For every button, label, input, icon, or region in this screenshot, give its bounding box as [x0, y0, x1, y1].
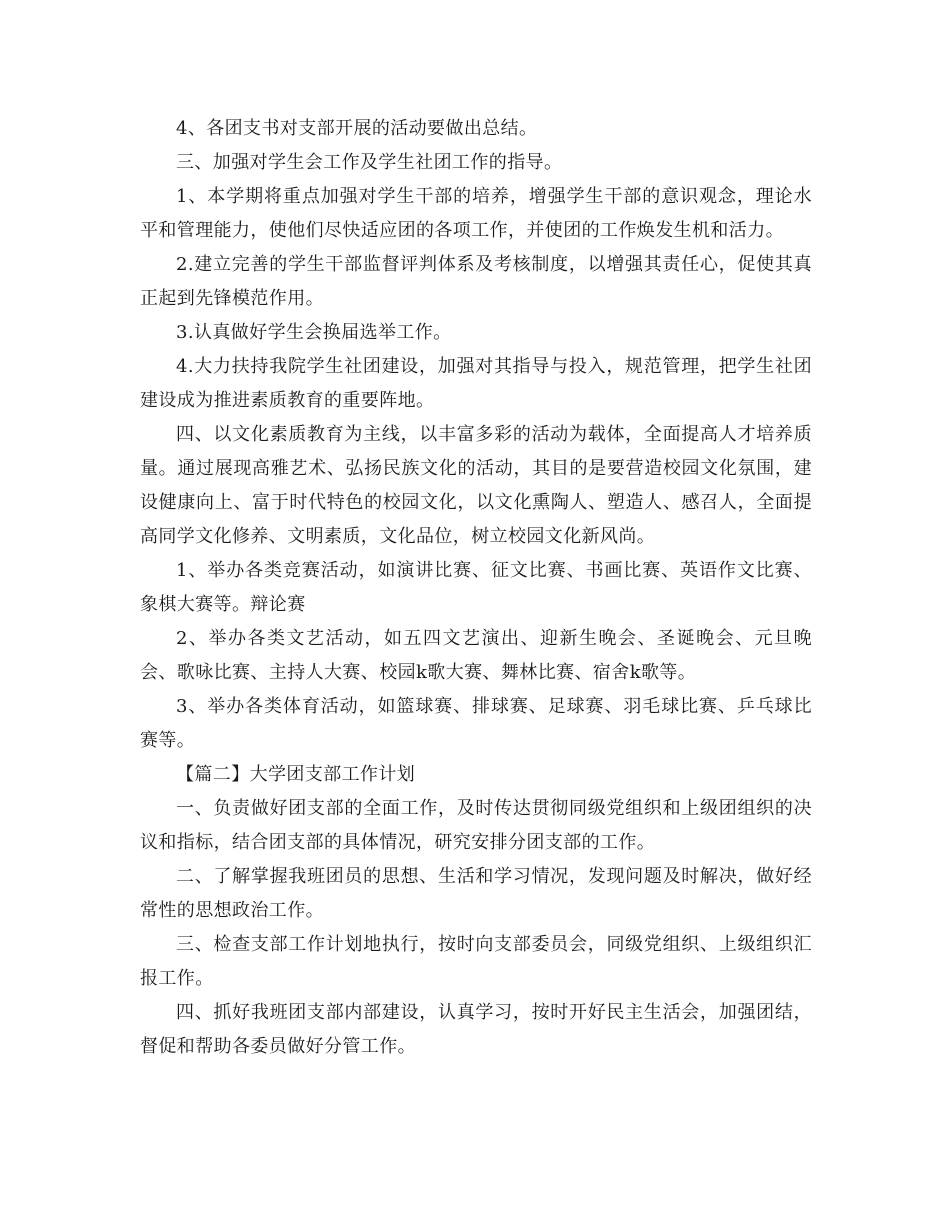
- paragraph: 二、了解掌握我班团员的思想、生活和学习情况，发现问题及时解决，做好经常性的思想政治工作。: [140, 866, 812, 921]
- paragraph: 四、以文化素质教育为主线，以丰富多彩的活动为载体，全面提高人才培养质量。通过展现高雅艺术、弘扬民族文化的活动，其目的是要营造校园文化氛围，建设健康向上、富于时代特色的校园文化，以文化熏陶人、塑造人、感召人，全面提高同学文化修养、文明素质，文化品位，树立校园文化新风尚。: [140, 424, 812, 547]
- paragraph: 2、举办各类文艺活动，如五四文艺演出、迎新生晚会、圣诞晚会、元旦晚会、歌咏比赛、主持人大赛、校园k歌大赛、舞林比赛、宿舍k歌等。: [140, 628, 812, 683]
- section-heading: 三、加强对学生会工作及学生社团工作的指导。: [176, 152, 563, 173]
- paragraph: 三、检查支部工作计划地执行，按时向支部委员会，同级党组织、上级组织汇报工作。: [140, 934, 812, 989]
- paragraph: 2.建立完善的学生干部监督评判体系及考核制度，以增强其责任心，促使其真正起到先锋模范作用。: [140, 254, 812, 309]
- paragraph: 1、本学期将重点加强对学生干部的培养，增强学生干部的意识观念，理论水平和管理能力，使他们尽快适应团的各项工作，并使团的工作焕发生机和活力。: [140, 186, 812, 241]
- paragraph: 1、举办各类竞赛活动，如演讲比赛、征文比赛、书画比赛、英语作文比赛、象棋大赛等。辩论赛: [140, 560, 812, 615]
- paragraph: 3.认真做好学生会换届选举工作。: [176, 322, 452, 343]
- paragraph: 四、抓好我班团支部内部建设，认真学习，按时开好民主生活会，加强团结，督促和帮助各委员做好分管工作。: [140, 1002, 812, 1057]
- paragraph: 3、举办各类体育活动，如篮球赛、排球赛、足球赛、羽毛球比赛、乒乓球比赛等。: [140, 696, 812, 751]
- paragraph: 4、各团支书对支部开展的活动要做出总结。: [176, 118, 538, 139]
- paragraph: 一、负责做好团支部的全面工作，及时传达贯彻同级党组织和上级团组织的决议和指标，结合团支部的具体情况，研究安排分团支部的工作。: [140, 798, 812, 853]
- document-body: [140, 112, 812, 1064]
- article-title: 【篇二】大学团支部工作计划: [176, 764, 416, 785]
- paragraph: 4.大力扶持我院学生社团建设，加强对其指导与投入，规范管理，把学生社团建设成为推进素质教育的重要阵地。: [140, 356, 812, 411]
